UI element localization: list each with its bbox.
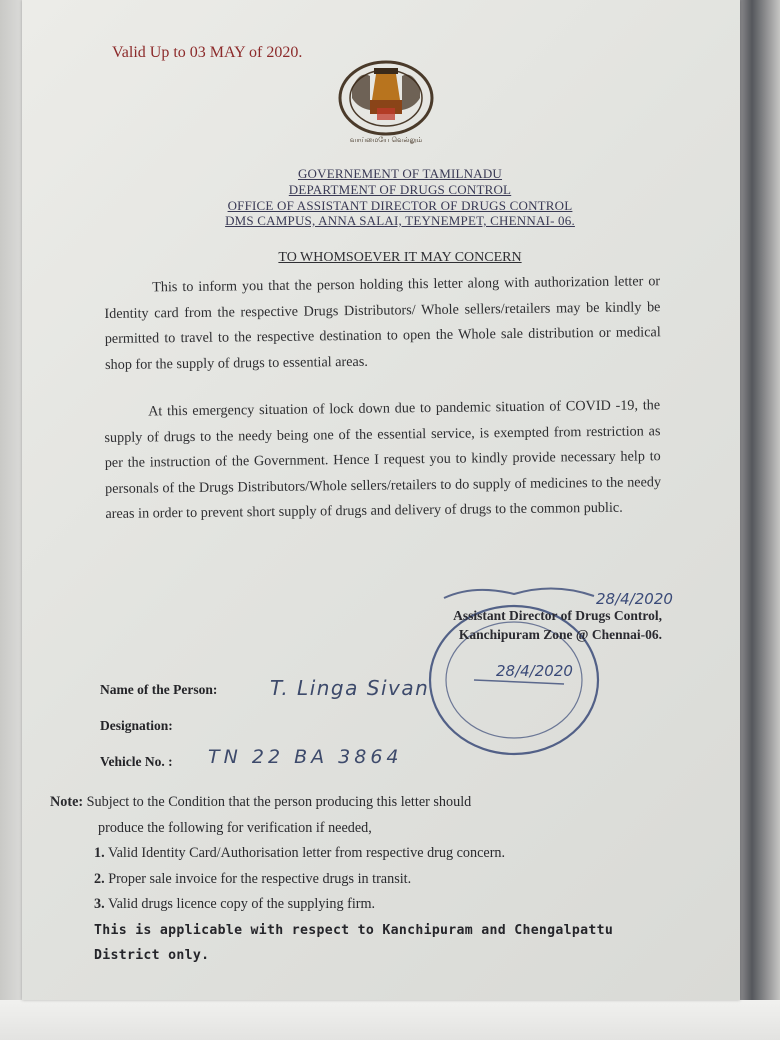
list-item [50, 841, 690, 867]
list-item-text: Valid Identity Card/Authorisation letter from respective drug concern. [107, 845, 506, 861]
note-intro-line-2: produce the following for verification if needed, [98, 819, 372, 836]
body-paragraph-1: This to inform you that the person holding this letter along with authorization letter or Identity card from the respective Drugs Distributors/ Whole sellers/retailers may be kindly be permitted to travel to the respective destination to open the Whole sale distribution or medical shop for the supply of drugs to essential areas. [104, 273, 661, 373]
header-government: GOVERNEMENT OF TAMILNADU [297, 166, 503, 181]
tamilnadu-emblem-icon [330, 58, 442, 148]
name-label: Name of the Person: [100, 682, 218, 697]
designation-label: Designation: [100, 718, 173, 733]
background-right-edge [740, 0, 780, 1000]
signatory-block [380, 606, 662, 644]
header-department: DEPARTMENT OF DRUGS CONTROL [288, 182, 512, 197]
list-item-text: Proper sale invoice for the respective drugs in transit. [108, 870, 412, 887]
vehicle-value: TN 22 BA 3864 [208, 746, 403, 768]
note-label: Note: [50, 794, 84, 810]
note-section [50, 790, 690, 969]
letter-subject: TO WHOMSOEVER IT MAY CONCERN [278, 250, 522, 265]
note-intro [50, 790, 690, 816]
emblem-motto: வாய்மையே வெல்லும் [349, 136, 423, 144]
vehicle-label: Vehicle No. : [100, 754, 173, 769]
applicability-line-1: This is applicable with respect to Kanchipuram and Chengalpattu [94, 922, 614, 938]
name-value: T. Linga Sivan [270, 676, 430, 700]
signatory-zone: Kanchipuram Zone @ Chennai-06. [458, 627, 662, 642]
signatory-title: Assistant Director of Drugs Control, [453, 608, 662, 623]
body-paragraph-2: At this emergency situation of lock down due to pandemic situation of COVID -19, the supply of drugs to the needy being one of the essential service, is exempted from restriction as per the instruction of the Government. Hence I request you to kindly provide necessary help to personals of the Drugs Distributors/Whole sellers/retailers to do supply of medicines to the needy areas in order to prevent short supply of drugs and delivery of drugs to the common public. [104, 397, 662, 522]
note-intro-line-1: Subject to the Condition that the person producing this letter should [86, 794, 472, 810]
list-item-text: Valid drugs licence copy of the supplying firm. [107, 896, 376, 912]
applicability-line-2: District only. [94, 948, 210, 963]
signature-date: 28/4/2020 [596, 590, 673, 608]
list-item-number: 1. [94, 845, 105, 861]
list-item-number: 3. [94, 896, 105, 912]
list-item [50, 892, 690, 918]
list-item-number: 2. [94, 870, 105, 887]
header-address: DMS CAMPUS, ANNA SALAI, TEYNEMPET, CHENNAI- 06. [225, 213, 575, 228]
validity-note: Valid Up to 03 MAY of 2020. [112, 44, 303, 61]
background-left [0, 0, 24, 1040]
background-bottom [0, 1000, 780, 1040]
stamp-date: 28/4/2020 [496, 662, 573, 680]
header-office: OFFICE OF ASSISTANT DIRECTOR OF DRUGS CONTROL [227, 198, 573, 213]
list-item [50, 867, 690, 893]
